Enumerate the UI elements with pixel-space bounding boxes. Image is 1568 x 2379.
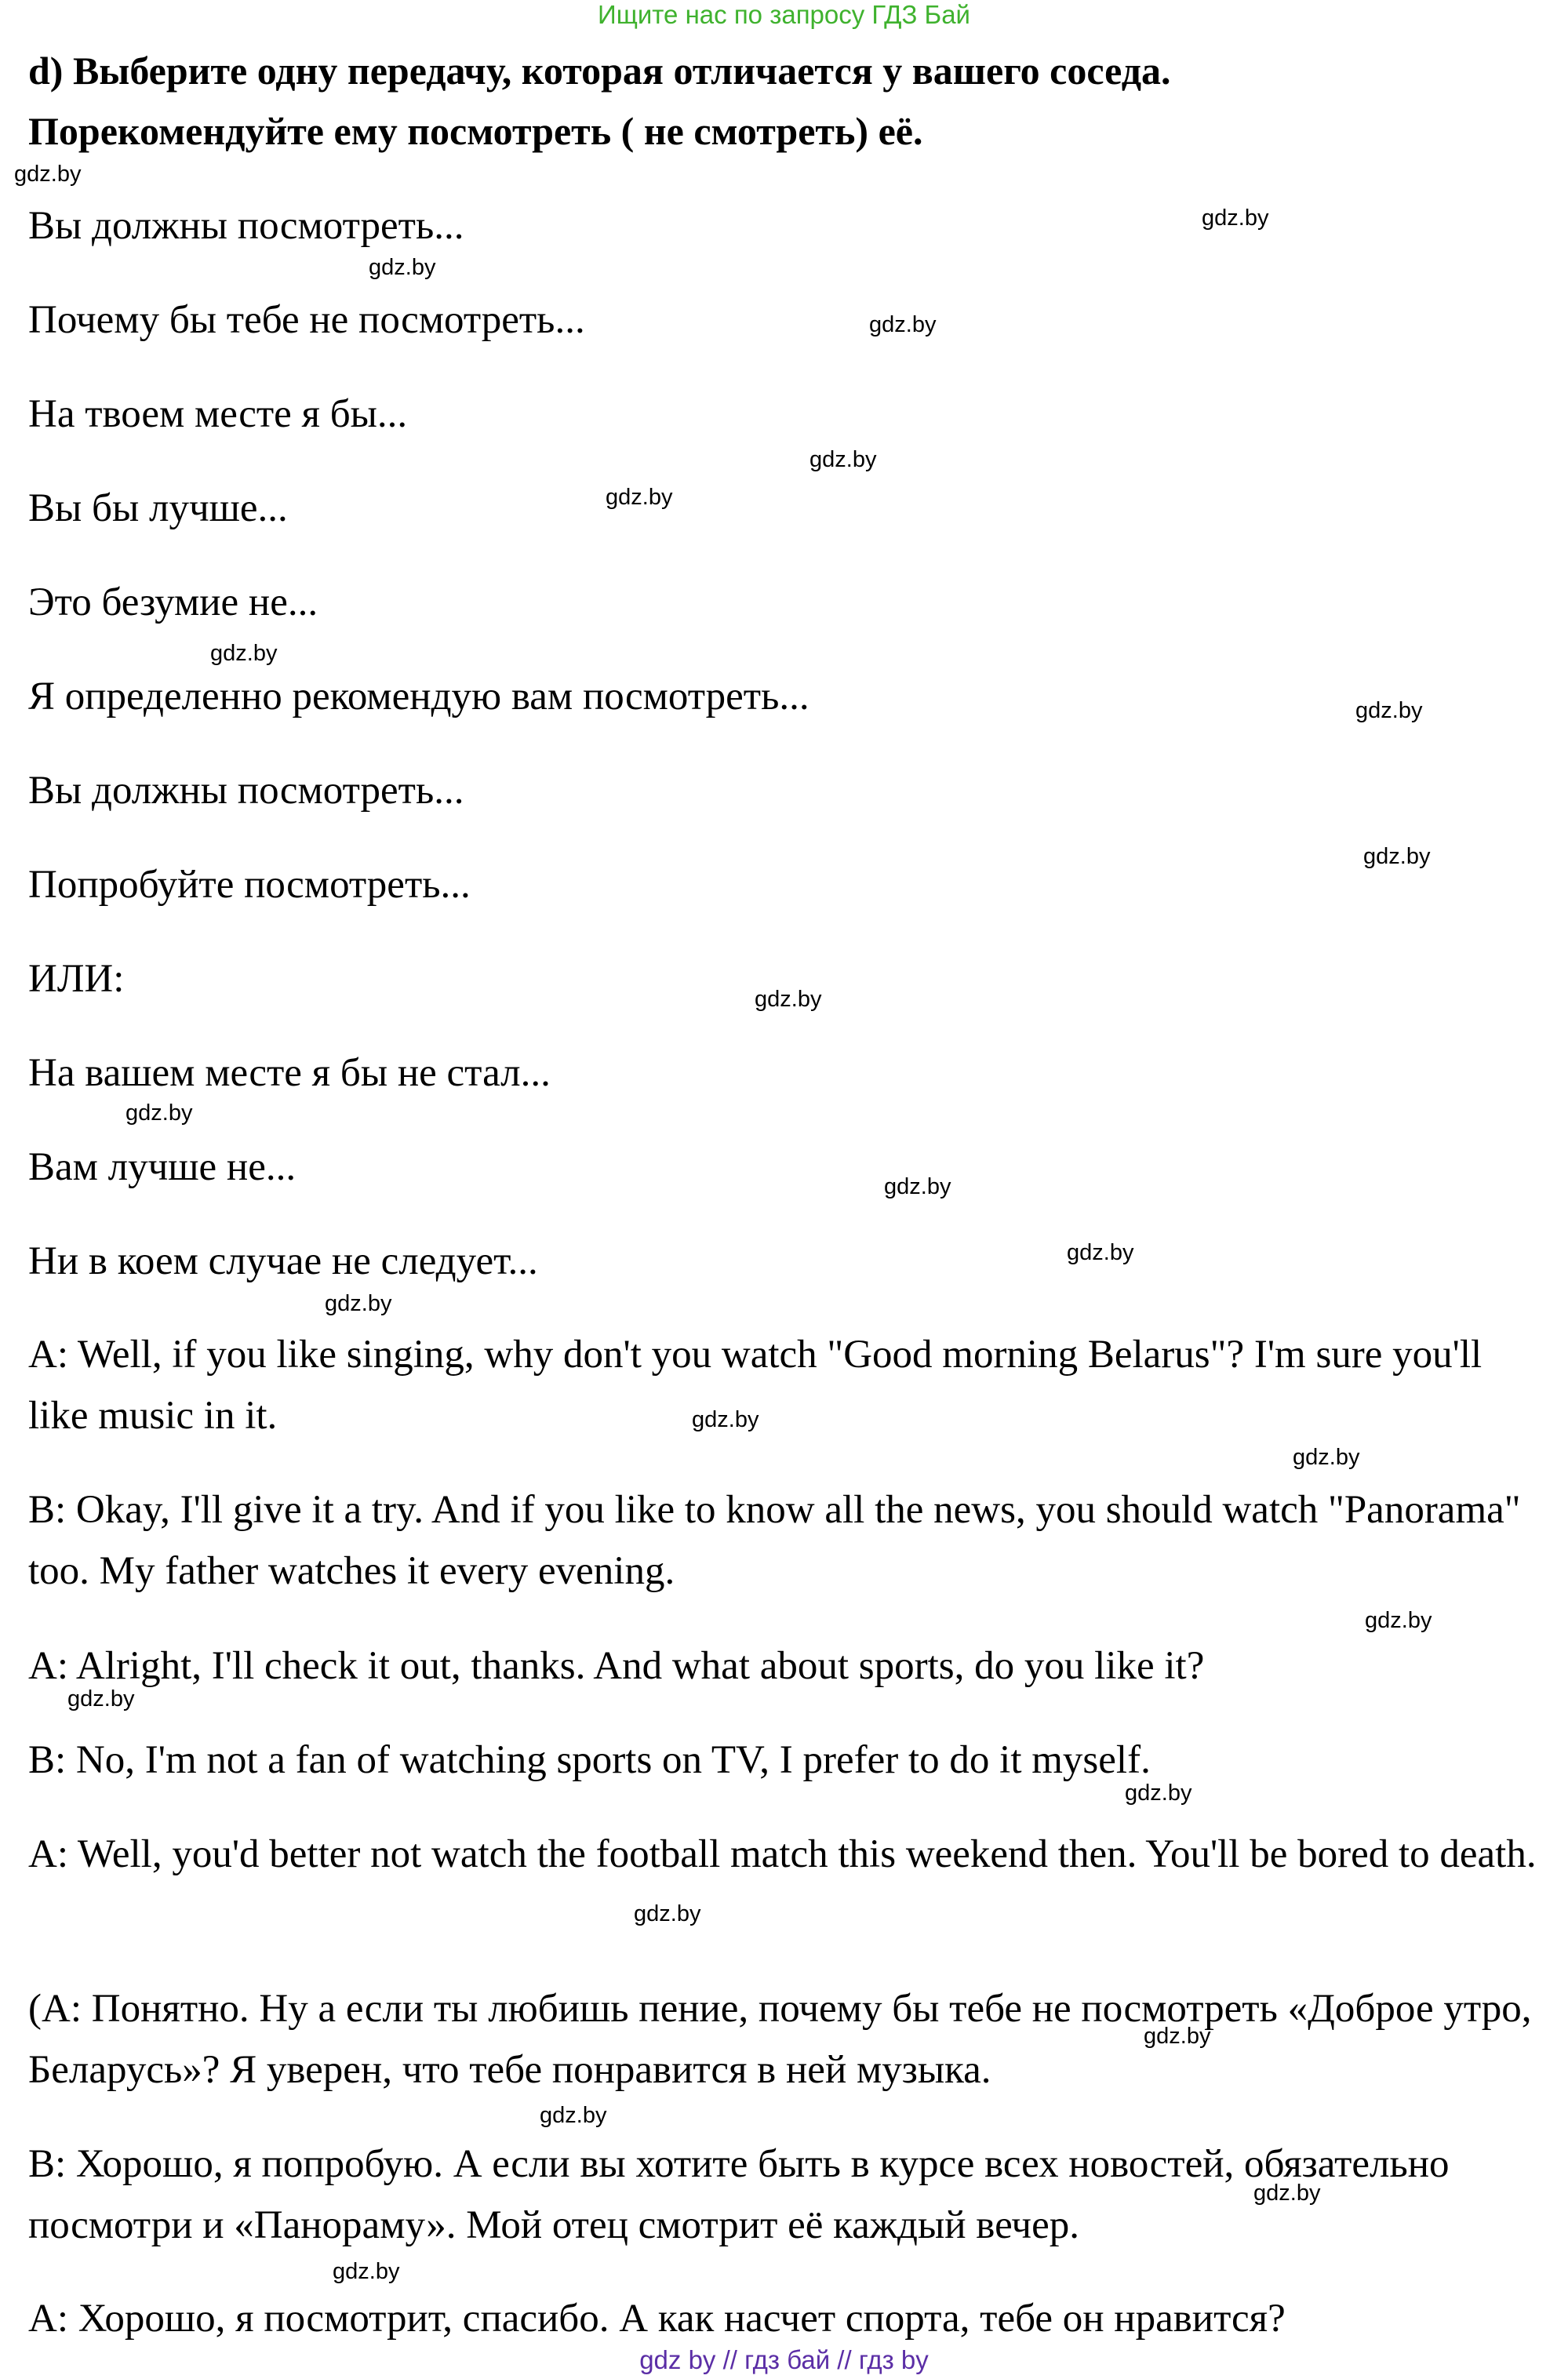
watermark-text: gdz.by bbox=[1125, 1781, 1192, 1806]
watermark-text: gdz.by bbox=[325, 1291, 392, 1316]
watermark-text: gdz.by bbox=[692, 1407, 759, 1432]
translation-line: А: Хорошо, я посмотрит, спасибо. А как насчет спорта, тебе он нравится? bbox=[28, 2297, 1286, 2341]
task-title-line-1: d) Выберите одну передачу, которая отличается у вашего соседа. bbox=[28, 49, 1171, 93]
watermark-text: gdz.by bbox=[1365, 1608, 1432, 1633]
watermark-text: gdz.by bbox=[1293, 1445, 1360, 1470]
dialogue-line: A: Alright, I'll check it out, thanks. And what about sports, do you like it? bbox=[28, 1644, 1205, 1688]
phrase-line: На вашем месте я бы не стал... bbox=[28, 1051, 551, 1095]
watermark-text: gdz.by bbox=[369, 255, 436, 280]
phrase-line: Вы бы лучше... bbox=[28, 486, 288, 530]
watermark-text: gdz.by bbox=[1355, 698, 1423, 723]
phrase-line: Это безумие не... bbox=[28, 580, 318, 624]
phrase-line: Вы должны посмотреть... bbox=[28, 204, 464, 248]
watermark-text: gdz.by bbox=[67, 1686, 135, 1711]
search-hint-banner: Ищите нас по запросу ГДЗ Бай bbox=[598, 0, 970, 29]
watermark-text: gdz.by bbox=[333, 2259, 400, 2284]
watermark-text: gdz.by bbox=[1202, 206, 1269, 231]
watermark-text: gdz.by bbox=[1144, 2024, 1211, 2049]
dialogue-line: A: Well, you'd better not watch the football match this weekend then. You'll be bored to death. bbox=[28, 1832, 1537, 1876]
watermark-text: gdz.by bbox=[809, 447, 877, 472]
dialogue-line: A: Well, if you like singing, why don't you watch "Good morning Belarus"? I'm sure you'll like music in it. bbox=[28, 1333, 1483, 1438]
watermark-text: gdz.by bbox=[1067, 1240, 1134, 1265]
task-title-line-2: Порекомендуйте ему посмотреть ( не смотреть) её. bbox=[28, 109, 923, 153]
dialogue-line: B: Okay, I'll give it a try. And if you like to know all the news, you should watch "Panorama" too. My father watches it every evening. bbox=[28, 1488, 1521, 1593]
phrase-line: Вам лучше не... bbox=[28, 1145, 297, 1189]
phrase-line: Вы должны посмотреть... bbox=[28, 769, 464, 813]
phrase-line: На твоем месте я бы... bbox=[28, 392, 408, 436]
watermark-text: gdz.by bbox=[884, 1174, 951, 1199]
watermark-text: gdz.by bbox=[210, 641, 278, 666]
watermark-text: gdz.by bbox=[869, 312, 937, 337]
phrase-line: Почему бы тебе не посмотреть... bbox=[28, 298, 585, 342]
translation-line: В: Хорошо, я попробую. А если вы хотите быть в курсе всех новостей, обязательно посмотри и «Панораму». Мой отец смотрит её каждый вечер. bbox=[28, 2142, 1450, 2247]
watermark-text: gdz.by bbox=[606, 485, 673, 510]
watermark-text: gdz.by bbox=[634, 1901, 701, 1926]
watermark-text: gdz.by bbox=[1363, 844, 1431, 869]
dialogue-line: B: No, I'm not a fan of watching sports on TV, I prefer to do it myself. bbox=[28, 1738, 1151, 1782]
watermark-text: gdz.by bbox=[126, 1100, 193, 1126]
watermark-text: gdz.by bbox=[1253, 2181, 1321, 2206]
watermark-text: gdz.by bbox=[14, 162, 82, 187]
phrase-line: ИЛИ: bbox=[28, 957, 125, 1001]
watermark-text: gdz.by bbox=[540, 2103, 607, 2128]
phrase-line: Ни в коем случае не следует... bbox=[28, 1239, 538, 1283]
footer-links: gdz by // гдз бай // гдз by bbox=[639, 2345, 929, 2374]
phrase-line: Попробуйте посмотреть... bbox=[28, 863, 471, 907]
phrase-line: Я определенно рекомендую вам посмотреть... bbox=[28, 675, 809, 718]
translation-line: (А: Понятно. Ну а если ты любишь пение, почему бы тебе не посмотреть «Доброе утро, Беларусь»? Я уверен, что тебе понравится в ней музыка. bbox=[28, 1987, 1532, 2092]
watermark-text: gdz.by bbox=[755, 987, 822, 1012]
